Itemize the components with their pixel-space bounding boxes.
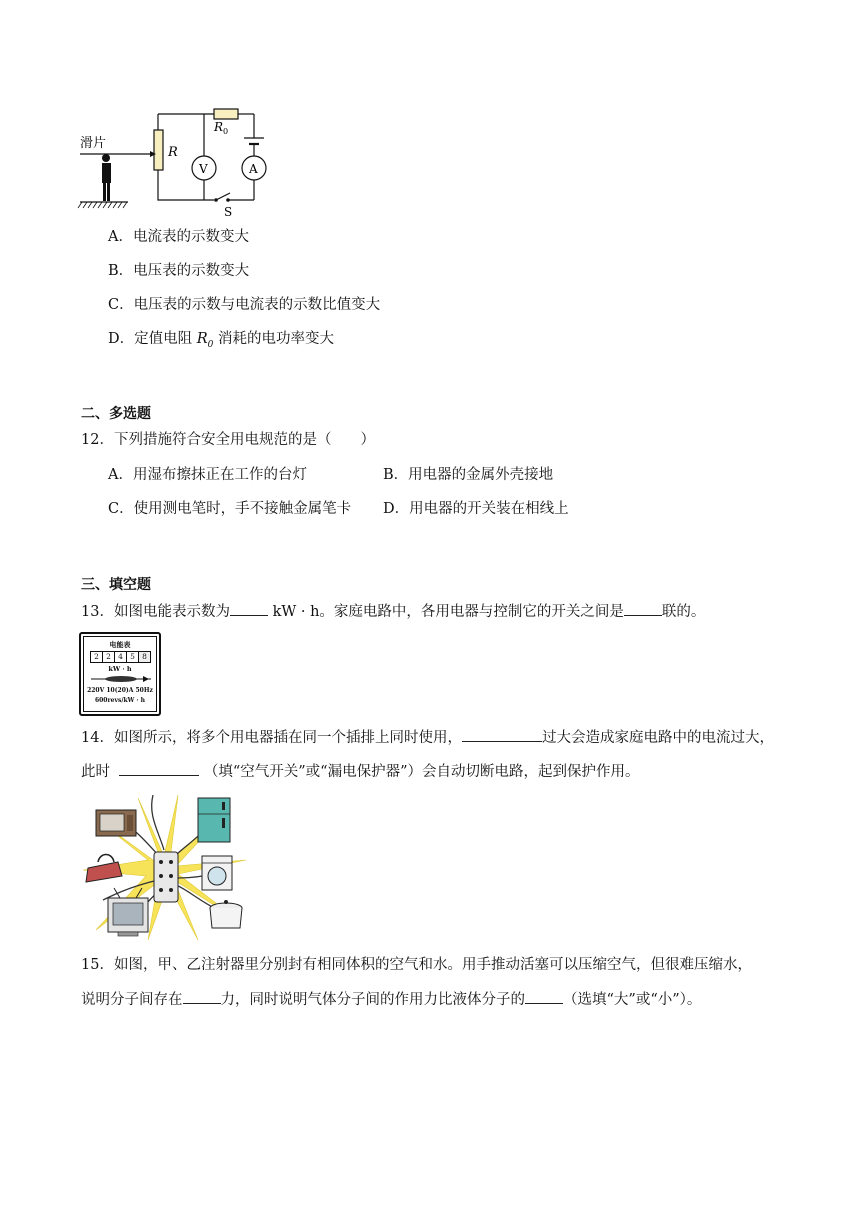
- q13-blank-2[interactable]: [624, 601, 662, 616]
- rice-cooker-icon: [210, 900, 242, 928]
- q12-option-a: A．用湿布擦抹正在工作的台灯: [108, 467, 307, 483]
- meter-digit: 8: [139, 651, 151, 663]
- q14-line1: 14．如图所示，将多个用电器插在同一个插排上同时使用， 过大会造成家庭电路中的电流过大，: [81, 727, 774, 748]
- q13-text: 13．如图电能表示数为 kW · h。家庭电路中，各用电器与控制它的开关之间是 联的。: [81, 601, 705, 622]
- r-label: R: [168, 145, 178, 160]
- overloaded-power-strip-illustration: [78, 790, 250, 945]
- power-strip-icon: [154, 852, 178, 902]
- ammeter-label: A: [249, 162, 258, 176]
- q15-line2: 说明分子间存在 力，同时说明气体分子间的作用力比液体分子的 （选填“大”或“小”）。: [81, 989, 701, 1010]
- r0-sub: 0: [223, 127, 229, 136]
- meter-disc-icon: [91, 675, 151, 683]
- microwave-icon: [96, 810, 136, 836]
- q14-line2: 此时 （填“空气开关”或“漏电保护器”）会自动切断电路，起到保护作用。: [81, 761, 639, 782]
- q11-option-a: A．电流表的示数变大: [108, 229, 249, 245]
- voltmeter-label: V: [199, 162, 208, 176]
- r0-label: R: [214, 120, 224, 134]
- meter-digit: 4: [115, 651, 127, 663]
- electricity-meter: [79, 632, 161, 716]
- resistor-r0: [214, 109, 238, 119]
- meter-title: 电能表: [109, 640, 131, 649]
- q11-option-d: D．定值电阻 $R_0$ 消耗的电功率变大: [108, 331, 335, 350]
- q12-stem: 12．下列措施符合安全用电规范的是（ ）: [81, 432, 375, 448]
- circuit-diagram: [76, 98, 276, 220]
- meter-spec-line1: 220V 10(20)A 50Hz: [87, 687, 153, 694]
- meter-unit: kW · h: [108, 665, 132, 673]
- q12-option-d: D．用电器的开关装在相线上: [383, 501, 569, 517]
- washing-machine-icon: [202, 856, 232, 890]
- fridge-icon: [198, 798, 230, 842]
- switch-label: S: [224, 205, 233, 219]
- person-icon: [102, 154, 111, 201]
- meter-spec-line2: 600revs/kW · h: [94, 697, 146, 704]
- section-title-multiple-choice: 二、多选题: [81, 406, 151, 422]
- q11-option-c: C．电压表的示数与电流表的示数比值变大: [108, 297, 381, 313]
- q15-blank-1[interactable]: [183, 989, 221, 1004]
- section-title-fill-in: 三、填空题: [81, 577, 151, 593]
- meter-digit: 2: [90, 651, 103, 663]
- slider-label: 滑片: [80, 136, 107, 151]
- q14-blank-1[interactable]: [462, 727, 542, 742]
- q13-blank-1[interactable]: [230, 601, 268, 616]
- iron-icon: [86, 855, 122, 883]
- q14-blank-2[interactable]: [119, 761, 199, 776]
- resistor-r: [154, 130, 163, 170]
- q11-option-b: B．电压表的示数变大: [108, 263, 250, 279]
- q12-option-c: C．使用测电笔时，手不接触金属笔卡: [108, 501, 352, 517]
- meter-digit: 2: [103, 651, 115, 663]
- meter-digit: 5: [127, 651, 139, 663]
- q15-line1: 15．如图，甲、乙注射器里分别封有相同体积的空气和水。用手推动活塞可以压缩空气，但很难压缩水，: [81, 957, 752, 973]
- meter-digits: [90, 651, 151, 663]
- q12-option-b: B．用电器的金属外壳接地: [383, 467, 554, 483]
- q15-blank-2[interactable]: [525, 989, 563, 1004]
